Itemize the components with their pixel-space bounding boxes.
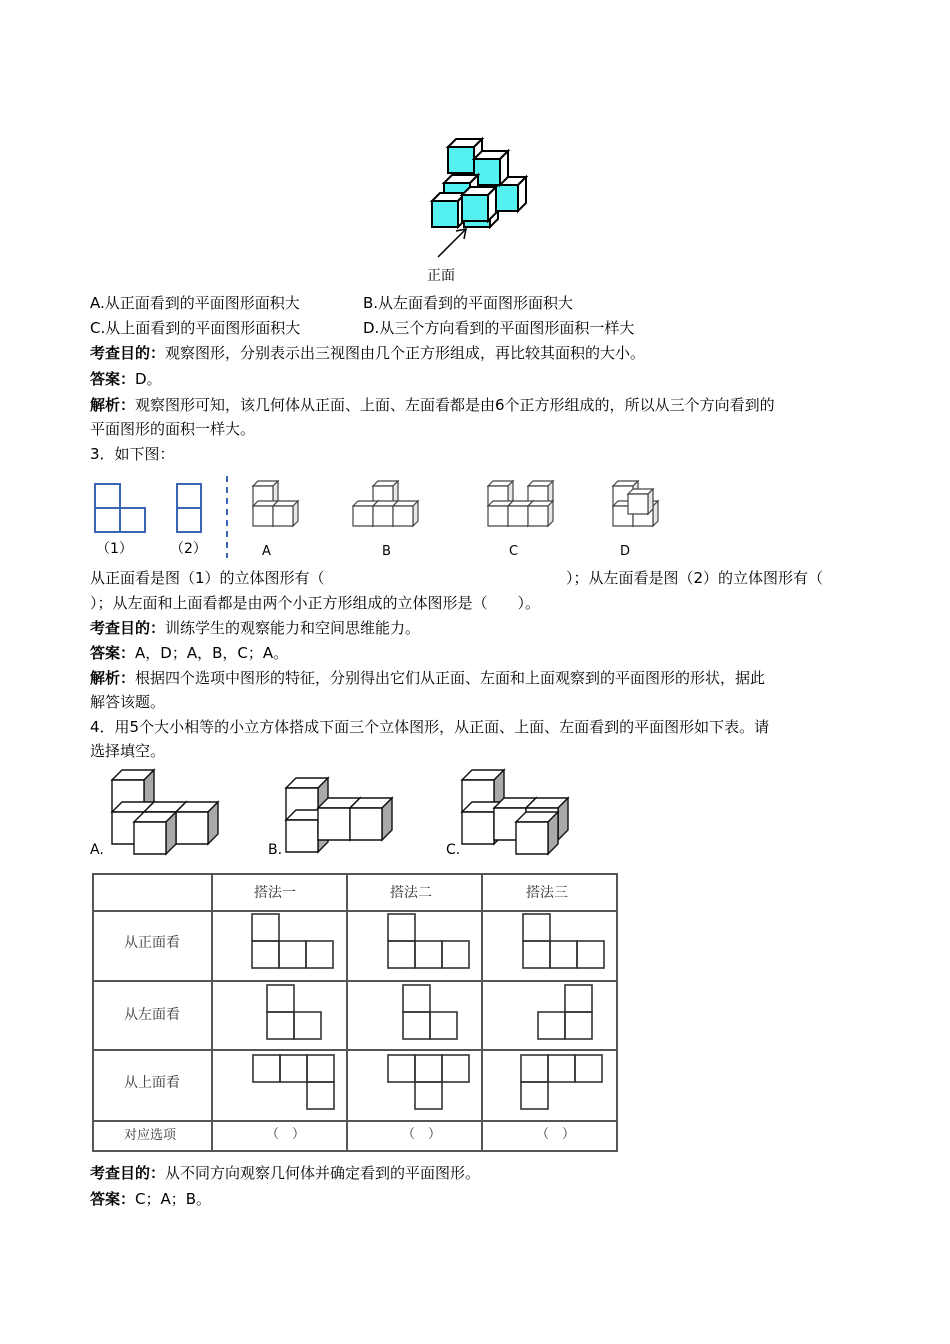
fig-b-cube-4-front bbox=[393, 506, 413, 526]
q4-answer: 答案：C；A；B。 bbox=[90, 1190, 212, 1208]
fig-d-cube-4-side bbox=[648, 489, 653, 514]
front-view-3-cell-2 bbox=[523, 941, 550, 968]
front-view-3-cell-3 bbox=[550, 941, 577, 968]
label-d: D bbox=[620, 544, 631, 559]
front-view-2-cell-4 bbox=[442, 941, 469, 968]
top-view-1-cell-4 bbox=[307, 1082, 334, 1109]
col-header-1: 搭法一 bbox=[254, 885, 296, 901]
q4-shapes bbox=[86, 766, 606, 862]
fig-b-cube-4-side bbox=[413, 501, 418, 526]
label-2: （2） bbox=[170, 541, 207, 557]
col-header-2: 搭法二 bbox=[390, 885, 432, 901]
q3-analysis: 解析：根据四个选项中图形的特征，分别得出它们从正面、左面和上面观察到的平面图形的形状，据此 bbox=[90, 669, 766, 687]
col-header-3: 搭法三 bbox=[526, 885, 568, 901]
left-view-3-cell-3 bbox=[565, 1012, 592, 1039]
fig-c-cube-5-side bbox=[548, 501, 553, 526]
left-view-2-cell-2 bbox=[403, 1012, 430, 1039]
q4-heading: 4．用5个大小相等的小立方体搭成下面三个立体图形，从正面、上面、左面看到的平面图形如下表。请 bbox=[90, 718, 770, 736]
stack-cube-7-front bbox=[462, 195, 488, 221]
front-view-3-cell-4 bbox=[577, 941, 604, 968]
label-a: A bbox=[262, 544, 271, 559]
stack-cube-6-front bbox=[432, 201, 458, 227]
fig-d-cube-4-front bbox=[628, 494, 648, 514]
shape-c-cube-5-front bbox=[516, 822, 548, 854]
q3-text-1b: ）；从左面看是图（2）的立体图形有（ bbox=[566, 569, 824, 587]
q2-answer: 答案：D。 bbox=[90, 370, 162, 388]
q3-figure-row bbox=[88, 474, 688, 564]
top-view-2-cell-2 bbox=[415, 1055, 442, 1082]
blank-1: （ ） bbox=[266, 1127, 306, 1142]
cube-stack-figure bbox=[420, 115, 540, 285]
shape-b-cube-3-front bbox=[318, 808, 350, 840]
fig-a-cube-2-front bbox=[253, 506, 273, 526]
row-header-left: 从左面看 bbox=[124, 1007, 180, 1023]
left-view-2-cell-3 bbox=[430, 1012, 457, 1039]
q3-text-2: ）；从左面和上面看都是由两个小正方形组成的立体图形是（ ）。 bbox=[90, 594, 541, 612]
blank-3: （ ） bbox=[536, 1127, 576, 1142]
top-view-3-cell-4 bbox=[521, 1082, 548, 1109]
front-view-2-cell-1 bbox=[388, 914, 415, 941]
views-table bbox=[92, 873, 620, 1155]
shape-b-cube-4-front bbox=[350, 808, 382, 840]
top-view-3-cell-3 bbox=[575, 1055, 602, 1082]
shape-c-cube-2-front bbox=[462, 812, 494, 844]
shape-a-cube-5-front bbox=[134, 822, 166, 854]
row-header-option: 对应选项 bbox=[124, 1128, 177, 1143]
q3-answer: 答案：A，D；A，B，C；A。 bbox=[90, 644, 289, 662]
top-view-1-cell-3 bbox=[307, 1055, 334, 1082]
q2-analysis: 解析：观察图形可知，该几何体从正面、上面、左面看都是由6个正方形组成的，所以从三个方向看到的 bbox=[90, 396, 775, 414]
q3-text-1a: 从正面看是图（1）的立体图形有（ bbox=[90, 569, 325, 587]
front-view-1-cell-2 bbox=[252, 941, 279, 968]
top-view-2-cell-3 bbox=[442, 1055, 469, 1082]
front-view-2-cell-2 bbox=[388, 941, 415, 968]
fig-a-cube-3-side bbox=[293, 501, 298, 526]
front-view-1-cell-1 bbox=[252, 914, 279, 941]
top-view-3-cell-2 bbox=[548, 1055, 575, 1082]
fig-b-cube-2-front bbox=[353, 506, 373, 526]
q3-heading: 3．如下图： bbox=[90, 445, 175, 463]
q2-analysis-cont: 平面图形的面积一样大。 bbox=[90, 420, 256, 438]
top-view-1-cell-1 bbox=[253, 1055, 280, 1082]
left-view-2-cell-1 bbox=[403, 985, 430, 1012]
top-view-1-cell-2 bbox=[280, 1055, 307, 1082]
top-view-2-cell-1 bbox=[388, 1055, 415, 1082]
q3-analysis-cont: 解答该题。 bbox=[90, 693, 166, 711]
row-header-front: 从正面看 bbox=[124, 935, 180, 951]
view-2-grid bbox=[177, 484, 201, 532]
label-1: （1） bbox=[96, 541, 133, 557]
label-c: C bbox=[509, 544, 519, 559]
left-view-3-cell-1 bbox=[565, 985, 592, 1012]
front-view-1-cell-4 bbox=[306, 941, 333, 968]
front-view-1-cell-3 bbox=[279, 941, 306, 968]
left-view-1-cell-1 bbox=[267, 985, 294, 1012]
q2-option-b: B.从左面看到的平面图形面积大 bbox=[363, 294, 574, 312]
fig-c-cube-5-front bbox=[528, 506, 548, 526]
left-view-1-cell-2 bbox=[267, 1012, 294, 1039]
view-1-grid bbox=[95, 484, 145, 532]
q4-heading-cont: 选择填空。 bbox=[90, 742, 166, 760]
left-view-1-cell-3 bbox=[294, 1012, 321, 1039]
fig-a-cube-3-front bbox=[273, 506, 293, 526]
fig-c-cube-3-front bbox=[488, 506, 508, 526]
label-b: B bbox=[382, 544, 391, 559]
stack-cube-3-front bbox=[448, 147, 474, 173]
fig-c-cube-4-front bbox=[508, 506, 528, 526]
row-header-top: 从上面看 bbox=[124, 1075, 180, 1091]
blank-2: （ ） bbox=[402, 1127, 442, 1142]
shape-a-cube-4-front bbox=[176, 812, 208, 844]
q3-purpose: 考查目的：训练学生的观察能力和空间思维能力。 bbox=[90, 619, 421, 637]
front-view-2-cell-3 bbox=[415, 941, 442, 968]
shape-label-c: C. bbox=[446, 842, 461, 858]
left-view-3-cell-2 bbox=[538, 1012, 565, 1039]
q2-option-d: D.从三个方向看到的平面图形面积一样大 bbox=[363, 319, 635, 337]
q2-purpose: 考查目的：观察图形，分别表示出三视图由几个正方形组成，再比较其面积的大小。 bbox=[90, 344, 646, 362]
front-view-3-cell-1 bbox=[523, 914, 550, 941]
fig-b-cube-3-front bbox=[373, 506, 393, 526]
front-arrow bbox=[438, 229, 466, 257]
front-label: 正面 bbox=[427, 268, 455, 284]
fig-d-cube-3-side bbox=[653, 501, 658, 526]
top-view-3-cell-1 bbox=[521, 1055, 548, 1082]
q2-option-a: A.从正面看到的平面图形面积大 bbox=[90, 294, 300, 312]
q2-option-c: C.从上面看到的平面图形面积大 bbox=[90, 319, 301, 337]
shape-label-a: A. bbox=[90, 842, 104, 858]
q4-purpose: 考查目的：从不同方向观察几何体并确定看到的平面图形。 bbox=[90, 1164, 481, 1182]
shape-b-cube-2-front bbox=[286, 820, 318, 852]
shape-label-b: B. bbox=[268, 842, 283, 858]
top-view-2-cell-4 bbox=[415, 1082, 442, 1109]
